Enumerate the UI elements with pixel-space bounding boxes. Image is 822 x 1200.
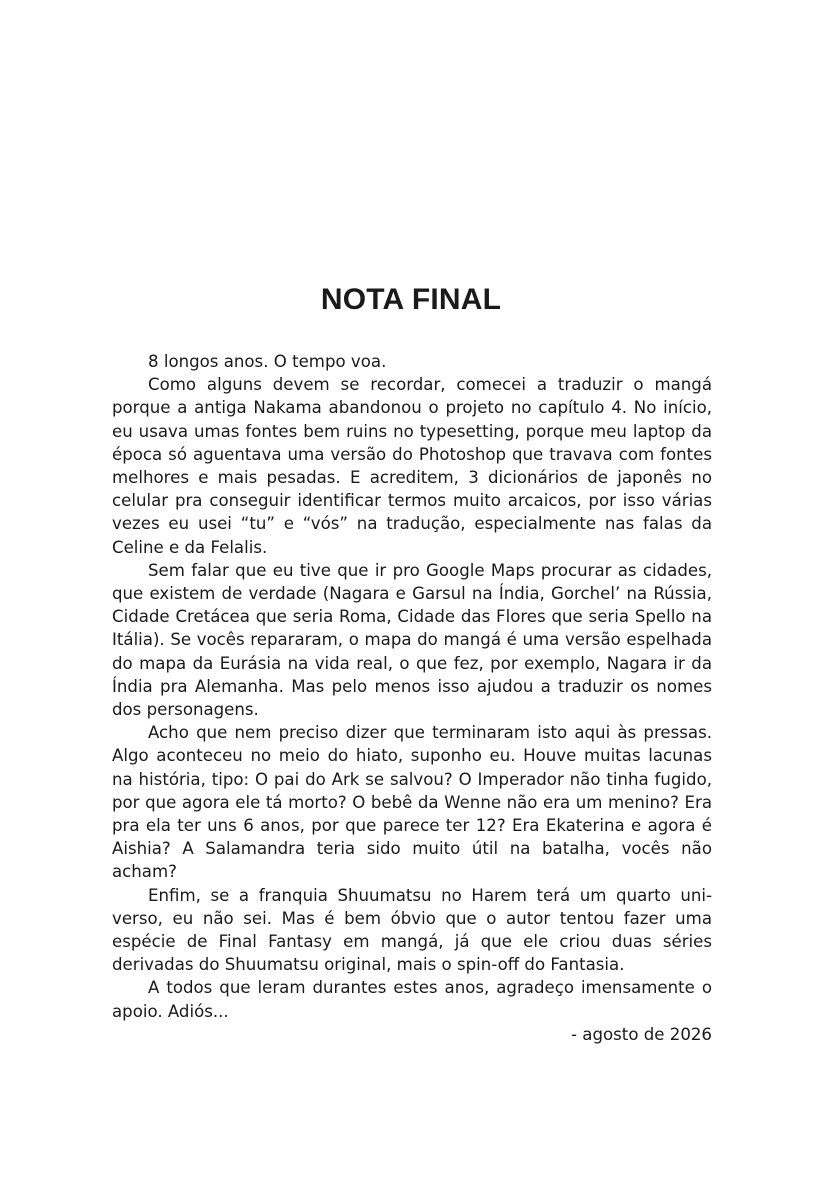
paragraph-2: Como alguns devem se recordar, comecei a traduzir o mangá porque a antiga Nakama abandonou o projeto no capítulo 4. No início, eu usava umas fontes bem ruins no typesetting, porque meu laptop da época só aguentava uma versão do Photoshop que travava com fontes melhores e mais pesadas. E acreditem, 3 dicionários de japonês no celular pra conseguir identificar termos muito arcaicos, por isso várias vezes eu usei “tu” e “vós” na tradução, especialmente nas falas da Celine e da Felalis. bbox=[112, 375, 712, 557]
paragraph-5: Enfim, se a franquia Shuumatsu no Harem terá um quarto universo, eu não sei. Mas é bem óbvio que o autor tentou fazer uma espécie de Final Fantasy em mangá, já que ele criou duas séries derivadas do Shuumatsu original, mais o spin-off do Fantasia. bbox=[112, 885, 712, 975]
signature-date: - agosto de 2026 bbox=[571, 1024, 712, 1044]
paragraph-3: Sem falar que eu tive que ir pro Google Maps procurar as cidades, que existem de verdade (Nagara e Garsul na Índia, Gorchel’ na Rússia, Cidade Cretácea que seria Roma, Cidade das Flores que seria Spello na Itália). Se vocês repararam, o mapa do mangá é uma versão espelhada do mapa da Eurásia na vida real, o que fez, por exemplo, Nagara ir da Índia pra Alemanha. Mas pelo menos isso ajudou a traduzir os nomes dos personagens. bbox=[112, 560, 712, 720]
body-text bbox=[112, 350, 712, 1046]
page-title: NOTA FINAL bbox=[320, 283, 502, 316]
paragraph-1: 8 longos anos. O tempo voa. bbox=[148, 352, 387, 371]
paragraph-4: Acho que nem preciso dizer que terminaram isto aqui às pressas. Algo aconteceu no meio do hiato, suponho eu. Houve muitas lacunas na história, tipo: O pai do Ark se salvou? O Imperador não tinha fugido, por que agora ele tá morto? O bebê da Wenne não era um menino? Era pra ela ter uns 6 anos, por que parece ter 12? Era Ekaterina e agora é Aishia? A Salamandra teria sido muito útil na batalha, vocês não acham? bbox=[112, 723, 712, 882]
paragraph-6: A todos que leram durantes estes anos, agradeço imensamente o apoio. Adiós... bbox=[112, 978, 712, 1021]
